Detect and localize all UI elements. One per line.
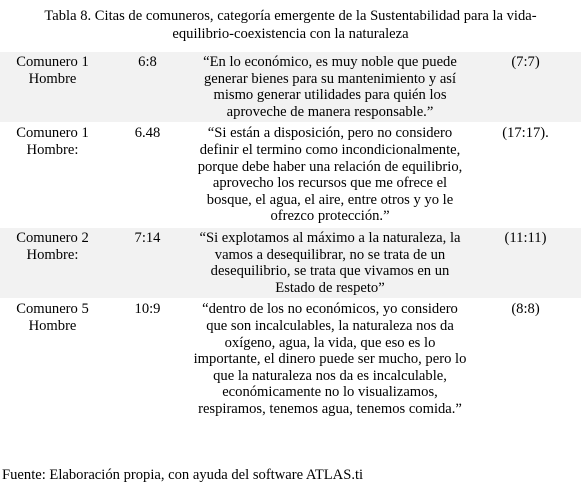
- quote-reference-cell: (11:11): [470, 227, 581, 298]
- quote-code-cell: 7:14: [105, 227, 190, 298]
- table-caption: [0, 7, 581, 43]
- table-row: [0, 227, 581, 298]
- quote-text-cell: “dentro de los no económicos, yo considero que son incalculables, la naturaleza nos da oxígeno, agua, la vida, que eso es lo importante, el dinero puede ser mucho, pero lo que la naturaleza nos da es incalculable, económicamente no lo visualizamos, respiramos, tenemos agua, tenemos comida.”: [190, 299, 470, 420]
- table-row: [0, 299, 581, 420]
- quote-text-cell: “En lo económico, es muy noble que puede generar bienes para su mantenimiento y así mismo generar utilidades para quién los aproveche de manera responsable.”: [190, 52, 470, 123]
- speaker-gender: Hombre: [28, 70, 77, 87]
- quote-reference-cell: (17:17).: [470, 123, 581, 228]
- speaker-cell: [0, 123, 105, 228]
- speaker-name: Comunero 5: [16, 301, 89, 318]
- quote-code-cell: 6.48: [105, 123, 190, 228]
- quote-code-cell: 6:8: [105, 52, 190, 123]
- quote-text-cell: “Si están a disposición, pero no considero definir el termino como incondicionalmente, porque debe haber una relación de equilibrio, aprovecho los recursos que me ofrece el bosque, el agua, el aire, entre otros y yo le ofrezco protección.”: [190, 123, 470, 228]
- quote-code-cell: 10:9: [105, 299, 190, 420]
- caption-line-2: equilibrio-coexistencia con la naturaleza: [172, 26, 409, 42]
- source-note: Fuente: Elaboración propia, con ayuda del software ATLAS.ti: [2, 467, 364, 483]
- speaker-name: Comunero 1: [16, 125, 89, 142]
- speaker-gender: Hombre:: [26, 141, 79, 158]
- speaker-cell: [0, 52, 105, 123]
- quote-reference-cell: (8:8): [470, 299, 581, 420]
- speaker-cell: [0, 227, 105, 298]
- quote-text-cell: “Si explotamos al máximo a la naturaleza, la vamos a desequilibrar, no se trata de un desequilibrio, se trata que vivamos en un Estado de respeto”: [190, 227, 470, 298]
- citations-table: [0, 52, 581, 419]
- caption-line-1: Tabla 8. Citas de comuneros, categoría emergente de la Sustentabilidad para la vida-: [44, 8, 537, 24]
- speaker-name: Comunero 2: [16, 229, 89, 246]
- speaker-gender: Hombre:: [26, 246, 79, 263]
- speaker-cell: [0, 299, 105, 420]
- table-row: [0, 123, 581, 228]
- speaker-name: Comunero 1: [16, 54, 89, 70]
- quote-reference-cell: (7:7): [470, 52, 581, 123]
- table-row: [0, 52, 581, 123]
- speaker-gender: Hombre: [28, 317, 77, 334]
